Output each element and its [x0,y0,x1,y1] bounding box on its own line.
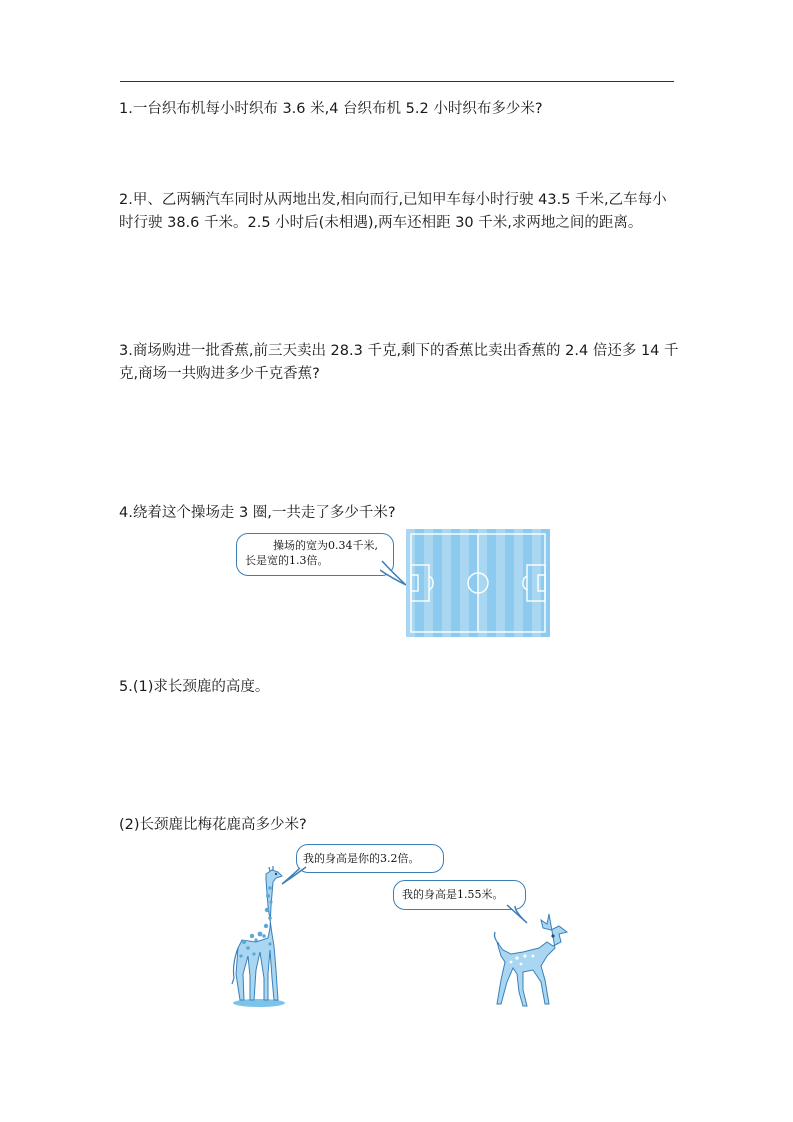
giraffe-bubble-text: 我的身高是你的3.2倍。 [303,852,420,865]
giraffe-speech-bubble [296,844,444,873]
field-bubble-line1: 操场的宽为0.34千米, [273,539,378,552]
question-5-part-2: (2)长颈鹿比梅花鹿高多少米? [119,817,307,833]
top-rule [120,81,674,82]
giraffe-illustration [226,866,292,1008]
question-3: 3.商场购进一批香蕉,前三天卖出 28.3 千克,剩下的香蕉比卖出香蕉的 2.4 倍还多 14 千克,商场一共购进多少千克香蕉? [119,343,679,382]
field-bubble-line2: 长是宽的1.3倍。 [245,554,329,567]
deer-bubble-text: 我的身高是1.55米。 [402,888,504,901]
deer-illustration [489,912,571,1010]
soccer-field-illustration [406,529,550,637]
question-2: 2.甲、乙两辆汽车同时从两地出发,相向而行,已知甲车每小时行驶 43.5 千米,乙车每小时行驶 38.6 千米。2.5 小时后(未相遇),两车还相距 30 千米,求两地之间的距离。 [119,192,667,231]
question-4: 4.绕着这个操场走 3 圈,一共走了多少千米? [119,505,396,521]
field-speech-bubble [236,533,394,576]
question-1: 1.一台织布机每小时织布 3.6 米,4 台织布机 5.2 小时织布多少米? [119,101,543,117]
question-5-part-1: 5.(1)求长颈鹿的高度。 [119,679,270,695]
